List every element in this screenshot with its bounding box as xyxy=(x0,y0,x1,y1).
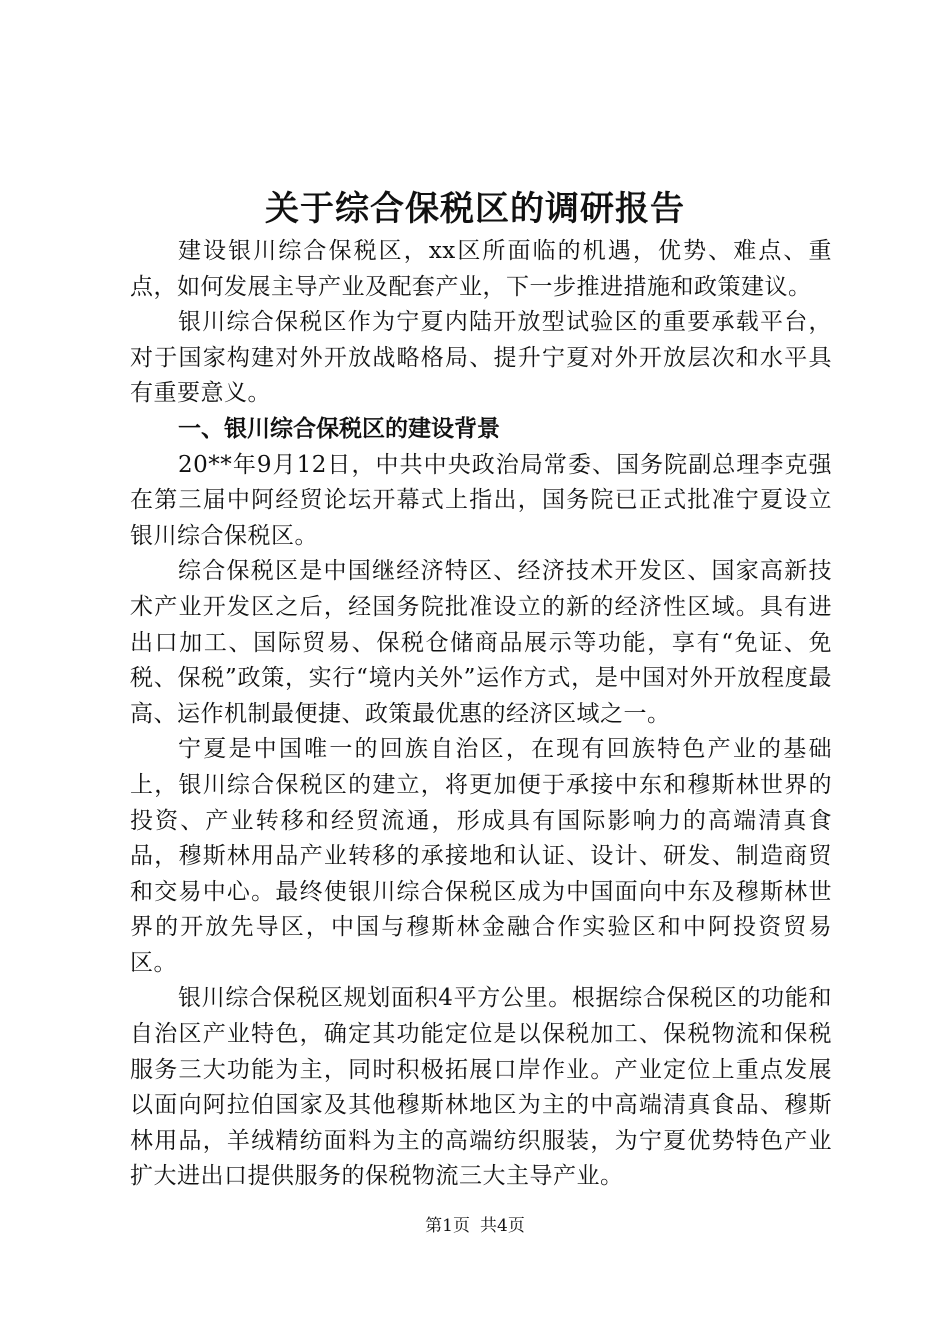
intro-paragraph-2: 银川综合保税区作为宁夏内陆开放型试验区的重要承载平台，对于国家构建对外开放战略格局、提升宁夏对外开放层次和水平具有重要意义。 xyxy=(130,309,832,407)
document-title: 关于综合保税区的调研报告 xyxy=(265,189,685,229)
section-heading: 一、银川综合保税区的建设背景 xyxy=(178,415,500,442)
intro-paragraph-1: 建设银川综合保税区，xx区所面临的机遇，优势、难点、重点，如何发展主导产业及配套产业，下一步推进措施和政策建议。 xyxy=(130,238,832,300)
page-number: 第1页 xyxy=(425,1216,470,1236)
section-paragraph-2: 综合保税区是中国继经济特区、经济技术开发区、国家高新技术产业开发区之后，经国务院批准设立的新的经济性区域。具有进出口加工、国际贸易、保税仓储商品展示等功能，享有“免证、免税、保税”政策，实行“境内关外”运作方式，是中国对外开放程度最高、运作机制最便捷、政策最优惠的经济区域之一。 xyxy=(130,558,832,727)
page-total: 共4页 xyxy=(480,1216,525,1236)
document-body xyxy=(130,234,832,1195)
section-paragraph-1: 20**年9月12日，中共中央政治局常委、国务院副总理李克强在第三届中阿经贸论坛开幕式上指出，国务院已正式批准宁夏设立银川综合保税区。 xyxy=(130,451,832,549)
page-footer xyxy=(0,1214,950,1238)
section-paragraph-4: 银川综合保税区规划面积4平方公里。根据综合保税区的功能和自治区产业特色，确定其功能定位是以保税加工、保税物流和保税服务三大功能为主，同时积极拓展口岸作业。产业定位上重点发展以面向阿拉伯国家及其他穆斯林地区为主的中高端清真食品、穆斯林用品，羊绒精纺面料为主的高端纺织服装，为宁夏优势特色产业扩大进出口提供服务的保税物流三大主导产业。 xyxy=(130,985,832,1190)
section-paragraph-3: 宁夏是中国唯一的回族自治区，在现有回族特色产业的基础上，银川综合保税区的建立，将更加便于承接中东和穆斯林世界的投资、产业转移和经贸流通，形成具有国际影响力的高端清真食品，穆斯林用品产业转移的承接地和认证、设计、研发、制造商贸和交易中心。最终使银川综合保税区成为中国面向中东及穆斯林世界的开放先导区，中国与穆斯林金融合作实验区和中阿投资贸易区。 xyxy=(130,736,832,976)
